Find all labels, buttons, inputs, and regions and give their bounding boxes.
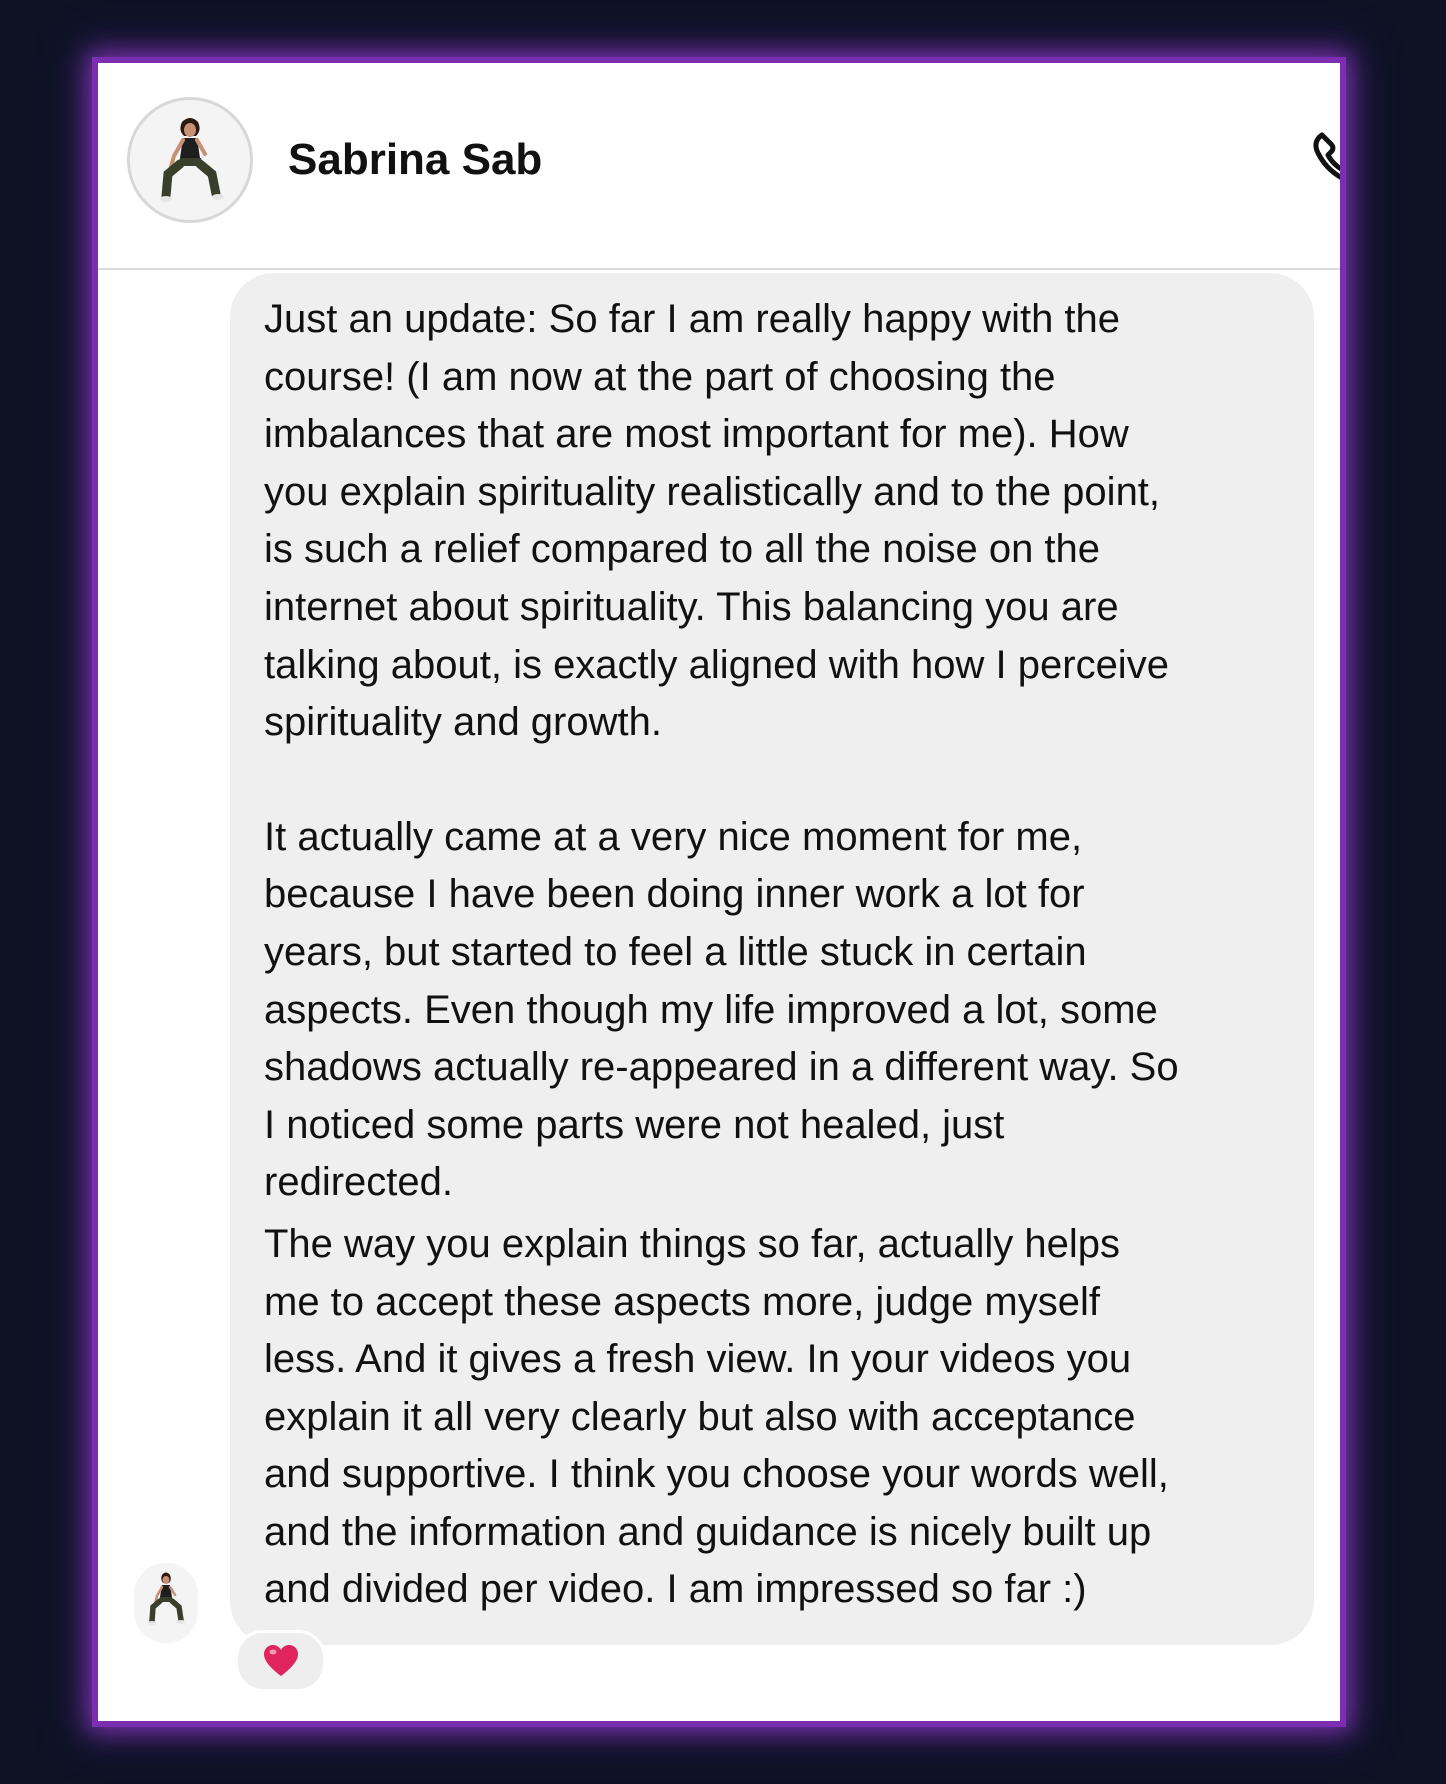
message-bubble[interactable] [230, 273, 1314, 1645]
contact-avatar[interactable] [127, 97, 253, 223]
heart-icon [263, 1644, 299, 1678]
avatar-photo-icon [130, 100, 250, 220]
chat-window [98, 63, 1340, 1721]
paragraph-gap [264, 752, 1294, 809]
sender-avatar[interactable] [134, 1563, 198, 1643]
phone-icon[interactable] [1308, 125, 1340, 185]
message-paragraph: The way you explain things so far, actually helps me to accept these aspects more, judge myself less. And it gives a fresh view. In your videos you explain it all very clearly but also with acceptance and supportive. I think you choose your words well, and the information and guidance is nicely built up and divided per video. I am impressed so far :) [264, 1221, 1169, 1612]
chat-header [98, 63, 1340, 270]
message-paragraph: Just an update: So far I am really happy with the course! (I am now at the part of choosing the imbalances that are most important for me). How you explain spirituality realistically and to the point, is such a relief compared to all the noise on the internet about spirituality. This balancing you are talking about, is exactly aligned with how I perceive spirituality and growth. [264, 297, 1169, 745]
avatar-photo-icon [134, 1563, 198, 1643]
contact-name[interactable]: Sabrina Sab [288, 135, 543, 184]
reaction-badge[interactable] [235, 1630, 326, 1692]
message-paragraph: It actually came at a very nice moment for me, because I have been doing inner work a lot for years, but started to feel a little stuck in certain aspects. Even though my life improved a lot, some shadows actually re-appeared in a different way. So I noticed some parts were not healed, just redirected. [264, 814, 1179, 1205]
